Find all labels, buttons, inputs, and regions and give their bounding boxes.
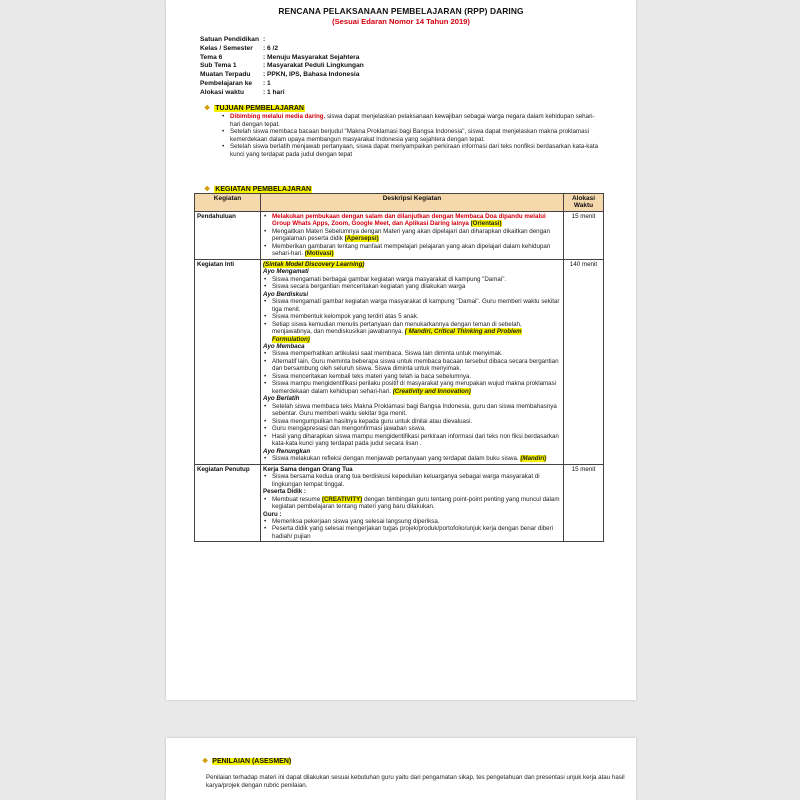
row-time-inti: 140 menit xyxy=(564,259,604,464)
identity-row xyxy=(200,36,364,45)
highlight-tag: (CREATIVITY) xyxy=(321,495,363,503)
identity-key: Muatan Terpadu xyxy=(200,71,251,79)
list-item xyxy=(263,213,561,228)
table-header-row xyxy=(195,194,604,212)
list-item xyxy=(263,455,561,463)
identity-key: Tema 6 xyxy=(200,53,223,61)
row-time-pendahuluan: 15 menit xyxy=(564,211,604,259)
list-item: • Setelah siswa membaca teks Makna Proklamasi bagi Bangsa Indonesia, guru dan siswa membahasnya sebentar. Guru memberi waktu sekitar tiga menit. xyxy=(263,403,561,418)
list-item xyxy=(221,143,601,158)
identity-value: : 1 hari xyxy=(263,88,285,96)
penilaian-heading xyxy=(202,757,291,765)
highlight-tag: (Motivasi) xyxy=(304,250,334,258)
tujuan-list xyxy=(221,113,601,158)
list-item xyxy=(263,380,561,395)
col-header-deskripsi: Deskripsi Kegiatan xyxy=(261,194,564,212)
table-row xyxy=(195,464,604,542)
document-subtitle: (Sesuai Edaran Nomor 14 Tahun 2019) xyxy=(332,17,470,26)
list-item xyxy=(263,228,561,243)
item-text: Mengaitkan Materi Sebelumnya dengan Materi yang akan dipelajari dan diharapkan dikaitkan dengan pengalaman peserta didik xyxy=(272,227,550,243)
identity-row xyxy=(200,89,364,98)
subheading-mengamati: Ayo Mengamati xyxy=(263,268,309,276)
highlight-tag: (Apersepsi) xyxy=(344,235,379,243)
identity-value: : PPKN, IPS, Bahasa Indonesia xyxy=(263,71,360,79)
tujuan-text: , siswa dapat menjelaskan pelaksanaan kewajiban sebagai warga negara dalam kehidupan sehari-hari dengan tepat. xyxy=(230,113,595,128)
row-label-pendahuluan: Pendahuluan xyxy=(195,211,261,259)
penilaian-text: Penilaian terhadap materi ini dapat dilakukan sesuai kebutuhan guru yaitu dari pengamatan sikap, tes pengetahuan dan presentasi unjuk kerja atau hasil karya/projek dengan rubric penilaian. xyxy=(206,774,625,789)
identity-row xyxy=(200,62,364,71)
item-text: Memberikan gambaran tentang manfaat mempelajari pelajaran yang akan dipelajari dalam kehidupan sehari-hari. xyxy=(272,242,551,258)
subheading-berdiskusi: Ayo Berdiskusi xyxy=(263,290,309,298)
table-row xyxy=(195,259,604,464)
identity-row xyxy=(200,80,364,89)
document-page-1 xyxy=(166,0,636,700)
list-item: • Siswa secara bergantian menceritakan kegiatan yang dilakukan warga xyxy=(263,283,561,291)
tujuan-heading-label: TUJUAN PEMBELAJARAN xyxy=(215,104,304,112)
table-row xyxy=(195,211,604,259)
identity-value: : Masyarakat Peduli Lingkungan xyxy=(263,62,364,70)
subheading-renungkan: Ayo Renungkan xyxy=(263,447,311,455)
row-label-inti: Kegiatan Inti xyxy=(195,259,261,464)
row-desc-penutup xyxy=(261,464,564,542)
tujuan-heading xyxy=(204,104,305,112)
list-item: • Siswa mengamati berbagai gambar kegiatan warga masyarakat di kampung "Damai". xyxy=(263,276,561,284)
list-item: • Memeriksa pekerjaan siswa yang selesai langsung diperiksa. xyxy=(263,518,561,526)
list-item xyxy=(221,113,601,128)
subheading-kerja-sama: Kerja Sama dengan Orang Tua xyxy=(263,465,353,473)
highlight-tag: ( Mandiri, Critical Thinking and Problem Formulation) xyxy=(272,328,522,343)
subheading-berlatih: Ayo Berlatih xyxy=(263,395,300,403)
list-item xyxy=(221,128,601,143)
identity-value: : xyxy=(263,36,266,43)
document-page-2 xyxy=(166,738,636,800)
row-desc-inti xyxy=(261,259,564,464)
list-item: • Guru mengapresiasi dan mengonfirmasi jawaban siswa. xyxy=(263,425,561,433)
sintak-label: (Sintak Model Discovery Learning) xyxy=(263,260,365,268)
list-item xyxy=(263,321,561,344)
list-item: • Siswa bersama kedua orang tua berdiskusi kepedulian keluarganya sebagai warga masyarakat di lingkungan tempat tinggal. xyxy=(263,473,561,488)
kegiatan-heading-label: KEGIATAN PEMBELAJARAN xyxy=(215,185,312,193)
item-text: Siswa melakukan refleksi dengan menjawab pertanyaan yang terdapat dalam buku siswa. xyxy=(272,455,519,463)
item-text: Siswa mampu mengidentifikasi perilaku positif di masyarakat yang merupakan wujud makna proklamasi kemerdekaan dalam kehidupan sehari-hari. xyxy=(272,380,557,395)
kegiatan-heading xyxy=(204,185,312,193)
identity-key: Kelas / Semester xyxy=(200,44,253,52)
list-item: • Siswa menceritakan kembali teks materi yang telah ia baca sebelumnya. xyxy=(263,373,561,381)
highlight-tag: (Creativity and Innovation) xyxy=(392,387,471,395)
list-item: • Peserta didik yang selesai mengerjakan tugas projek/produk/portofolio/unjuk kerja dengan benar diberi hadiah/ pujian xyxy=(263,525,561,540)
list-item: • Alternatif lain, Guru meminta beberapa siswa untuk membaca bacaan tersebut dibaca secara bergantian dan bersambung oleh seluruh siswa. Siswa diminta untuk menyimak. xyxy=(263,358,561,373)
red-text: Melakukan pembukaan dengan salam dan dilanjutkan dengan Membaca Doa dipandu melalui Group Whats Apps, Zoom, Google Meet, dan Aplikasi Daring lainya xyxy=(272,212,546,228)
diamond-bullet-icon: ❖ xyxy=(204,186,211,193)
diamond-bullet-icon: ❖ xyxy=(202,758,209,765)
identity-key: Satuan Pendidikan xyxy=(200,36,259,43)
list-item: • Hasil yang diharapkan siswa mampu mengidentifikasi perkiraan informasi dari teks non fiksi berdasarkan kata-kata kunci yang terdapat pada judul secara lisan . xyxy=(263,433,561,448)
tujuan-text: Setelah siswa berlatih menjawab pertanyaan, siswa dapat menyampaikan perkiraan informasi dari teks nonfiksi berdasarkan kata-kata kunci yang terdapat pada judul dengan tepat xyxy=(230,143,599,158)
row-label-penutup: Kegiatan Penutup xyxy=(195,464,261,542)
col-header-kegiatan: Kegiatan xyxy=(195,194,261,212)
subheading-guru: Guru : xyxy=(263,510,282,518)
col-header-alokasi: Alokasi Waktu xyxy=(564,194,604,212)
identity-row xyxy=(200,45,364,54)
diamond-bullet-icon: ❖ xyxy=(204,105,211,112)
item-text: Setiap siswa kemudian menulis pertanyaan dan menukarkannya dengan teman di sebelah, menjawabnya, dan mendiskusikan jawabannya. xyxy=(272,320,522,336)
list-item: • Siswa mengumpulkan hasilnya kepada guru untuk dinilai atau dievaluasi. xyxy=(263,418,561,426)
list-item: • Siswa mengamati gambar kegiatan warga masyarakat di kampung "Damai". Guru memberi waktu sekitar tiga menit. xyxy=(263,298,561,313)
identity-value: : 1 xyxy=(263,79,271,87)
kegiatan-table xyxy=(194,193,604,542)
highlight-tag: (Mandiri) xyxy=(520,455,547,463)
penilaian-heading-label: PENILAIAN (ASESMEN) xyxy=(212,757,292,765)
tujuan-red-text: Dibimbing melalui media daring xyxy=(230,113,324,120)
list-item: • Siswa membentuk kelompok yang terdiri atas 5 anak. xyxy=(263,313,561,321)
list-item xyxy=(263,496,561,511)
subheading-membaca: Ayo Membaca xyxy=(263,343,305,351)
identity-row xyxy=(200,54,364,63)
item-text: dengan bimbingan guru tentang point-point penting yang muncul dalam kegiatan pembelajaran tentang materi yang baru dilakukan. xyxy=(272,495,560,511)
list-item: • Siswa memperhatikan artikulasi saat membaca. Siswa lain diminta untuk menyimak. xyxy=(263,350,561,358)
identity-value: : 6 /2 xyxy=(263,44,279,52)
identity-key: Sub Tema 1 xyxy=(200,62,237,70)
identity-value: : Menuju Masyarakat Sejahtera xyxy=(263,53,360,61)
identity-table xyxy=(200,36,364,98)
item-text: Membuat resume xyxy=(272,495,321,503)
identity-key: Pembelajaran ke xyxy=(200,79,253,87)
row-desc-pendahuluan xyxy=(261,211,564,259)
subheading-peserta-didik: Peserta Didik : xyxy=(263,488,306,496)
list-item xyxy=(263,243,561,258)
tujuan-text: Setelah siswa membaca bacaan berjudul "Makna Proklamasi bagi Bangsa Indonesia", siswa dapat menjelaskan makna proklamasi kemerdekaan dalam upaya membangun masyarakat Indonesia yang sejahtera dengan tepat. xyxy=(230,128,589,143)
identity-key: Alokasi waktu xyxy=(200,88,244,96)
identity-row xyxy=(200,71,364,80)
highlight-tag: (Orientasi) xyxy=(470,220,502,228)
document-title: RENCANA PELAKSANAAN PEMBELAJARAN (RPP) DARING xyxy=(278,6,524,16)
row-time-penutup: 15 menit xyxy=(564,464,604,542)
